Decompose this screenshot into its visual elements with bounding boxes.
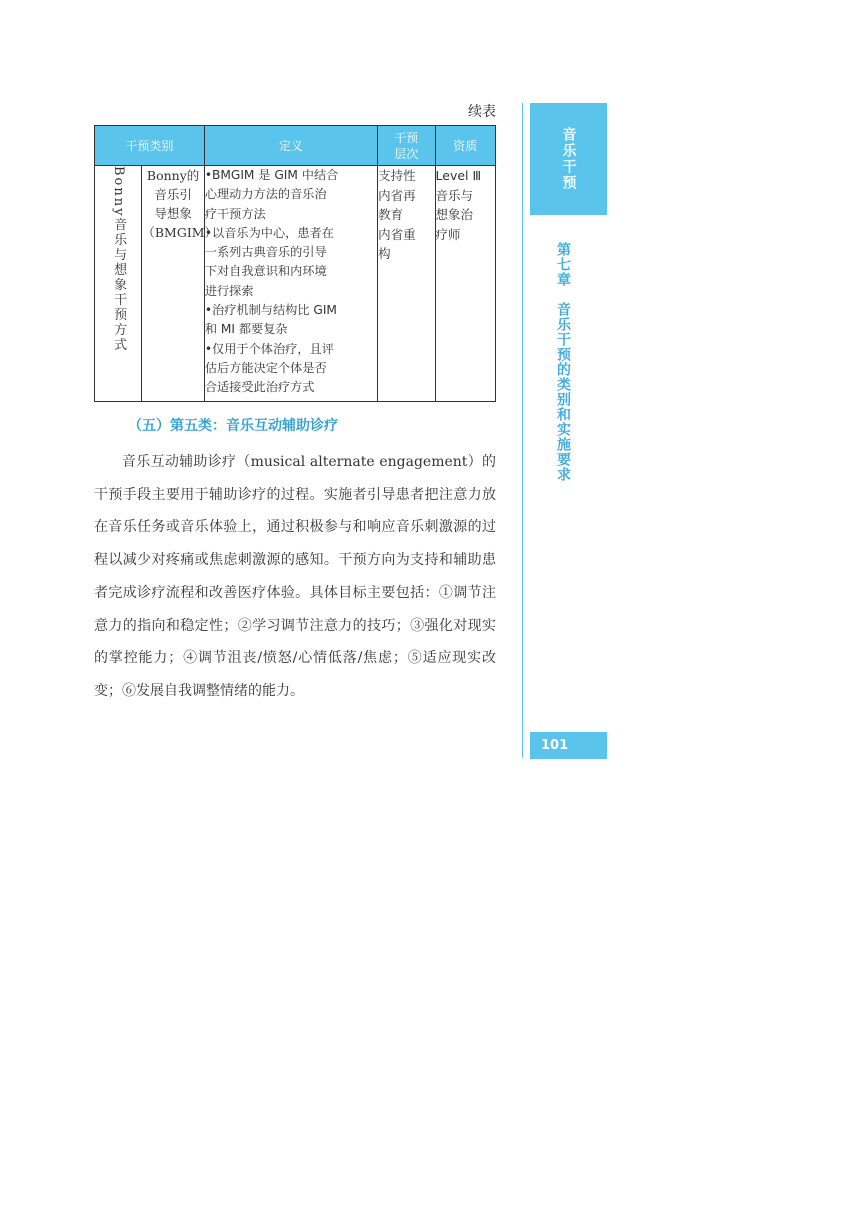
definition-cell-line: 估后方能决定个体是否	[204, 360, 327, 375]
definition-cell-line: 心理动力方法的音乐治	[204, 187, 327, 202]
name-cell	[142, 166, 218, 402]
body-paragraph-container	[94, 446, 496, 708]
name-cell-line: （BMGIM）	[142, 225, 218, 240]
table-row	[95, 166, 496, 402]
definition-cell-line: •BMGIM 是 GIM 中结合	[204, 168, 339, 182]
level-cell-line: 构	[378, 246, 391, 261]
header-definition: 定义	[204, 126, 377, 166]
definition-cell	[204, 166, 377, 402]
qualification-cell	[435, 166, 495, 402]
definition-cell-line: 进行探索	[204, 283, 254, 298]
category-cell	[95, 166, 142, 402]
header-qualification: 资质	[435, 126, 495, 166]
sidebar-divider-line	[522, 103, 523, 758]
definition-cell-line: •仅用于个体治疗，且评	[204, 341, 334, 356]
header-category: 干预类别	[95, 126, 205, 166]
intervention-table	[94, 125, 496, 402]
category-vertical-text: Bonny音乐与想象干预方式	[111, 166, 127, 353]
qualification-cell-line: Level Ⅲ	[435, 168, 482, 183]
level-cell-line: 内省再	[378, 187, 416, 203]
sidebar-tab-label: 音乐干预	[560, 127, 577, 191]
page-number: 101	[530, 732, 607, 759]
sidebar-section-tab	[530, 103, 607, 215]
section-subheading: （五）第五类：音乐互动辅助诊疗	[128, 418, 338, 434]
definition-cell-line: 下对自我意识和内环境	[204, 264, 327, 279]
definition-cell-line: 和 MI 都要复杂	[204, 322, 288, 337]
definition-cell-line: •以音乐为中心，患者在	[204, 225, 334, 240]
definition-cell-line: 一系列古典音乐的引导	[204, 245, 327, 260]
name-cell-line: Bonny的	[146, 168, 200, 183]
qualification-cell-line: 音乐与	[435, 187, 474, 203]
table-caption: 续表	[468, 104, 496, 120]
body-paragraph: 音乐互动辅助诊疗（musical alternate engagement）的干预手段主要用于辅助诊疗的过程。实施者引导患者把注意力放在音乐任务或音乐体验上，通过积极参与和响应音乐刺激源的过程以减少对疼痛或焦虑刺激源的感知。干预方向为支持和辅助患者完成诊疗流程和改善医疗体验。具体目标主要包括：①调节注意力的指向和稳定性；②学习调节注意力的技巧；③强化对现实的掌控能力；④调节沮丧/愤怒/心情低落/焦虑；⑤适应现实改变；⑥发展自我调整情绪的能力。	[94, 454, 496, 699]
sidebar-chapter-title: 第七章 音乐干预的类别和实施要求	[555, 242, 571, 482]
level-cell-line: 内省重	[378, 226, 416, 242]
qualification-cell-line: 疗师	[435, 226, 461, 242]
header-level-line: 层次	[394, 146, 419, 161]
qualification-cell-line: 想象治	[435, 207, 474, 222]
name-cell-line: 导想象	[154, 206, 192, 221]
header-level	[378, 126, 435, 166]
name-cell-line: 音乐引	[154, 187, 192, 202]
header-level-line: 干预	[394, 130, 419, 145]
definition-cell-line: 疗干预方法	[204, 206, 266, 221]
table-header-row	[95, 126, 496, 166]
level-cell	[378, 166, 435, 402]
definition-cell-line: •治疗机制与结构比 GIM	[204, 303, 337, 318]
level-cell-line: 教育	[378, 207, 404, 222]
definition-cell-line: 合适接受此治疗方式	[204, 380, 315, 395]
level-cell-line: 支持性	[378, 168, 416, 183]
